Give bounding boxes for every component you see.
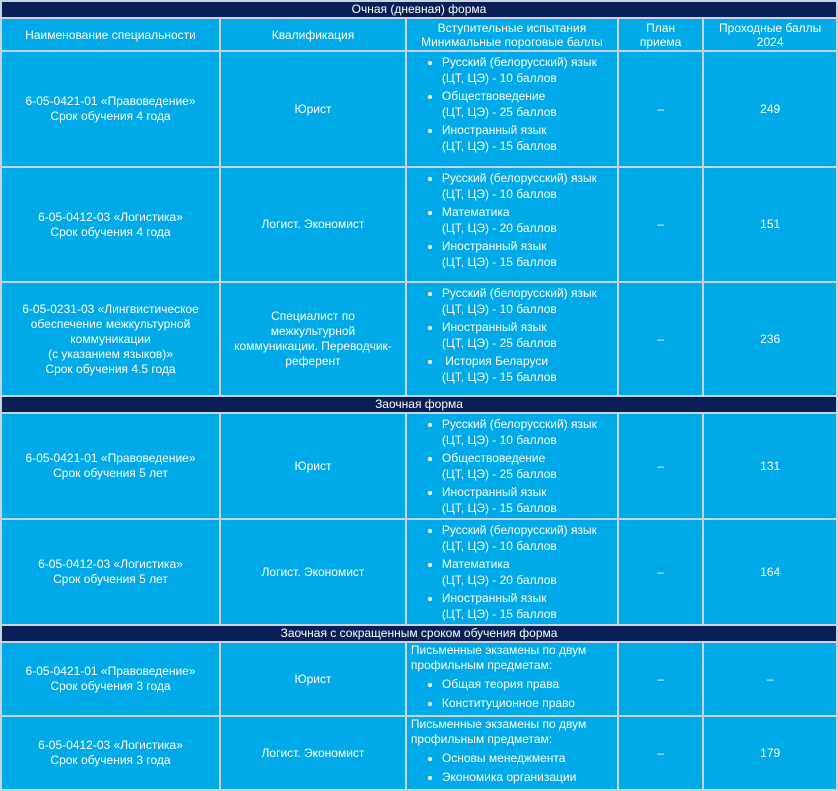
exam-name: • Обществоведение bbox=[441, 89, 546, 103]
section-row bbox=[2, 626, 836, 641]
specialty-code: 6-05-0231-03 «Лингвистическое bbox=[22, 301, 199, 316]
passing-score-cell: 236 bbox=[704, 283, 836, 395]
exam-name: • Математика bbox=[441, 205, 510, 219]
section-row bbox=[2, 397, 836, 412]
exam-item: • Конституционное право bbox=[442, 696, 615, 711]
plan-cell: – bbox=[619, 168, 702, 281]
exams-cell bbox=[407, 717, 617, 789]
study-duration: Срок обучения 3 года bbox=[50, 679, 171, 693]
exams-cell bbox=[407, 414, 617, 518]
exam-threshold: (ЦТ, ЦЭ) - 15 баллов bbox=[441, 255, 557, 269]
header-passing-scores bbox=[704, 19, 836, 50]
exam-name: • Иностранный язык bbox=[441, 591, 547, 605]
exams-list bbox=[410, 54, 615, 154]
qualification-cell bbox=[221, 520, 405, 624]
header-plan-line2: приема bbox=[639, 34, 682, 49]
table-row bbox=[2, 717, 836, 789]
table-row bbox=[2, 414, 836, 518]
header-exams-line2: Минимальные пороговые баллы bbox=[421, 34, 603, 49]
exam-threshold: (ЦТ, ЦЭ) - 25 баллов bbox=[441, 336, 557, 350]
exam-item bbox=[442, 122, 615, 154]
exam-threshold: (ЦТ, ЦЭ) - 15 баллов bbox=[441, 370, 557, 384]
plan-cell: – bbox=[619, 414, 702, 518]
passing-score-cell: 164 bbox=[704, 520, 836, 624]
specialty-cell bbox=[2, 414, 219, 518]
exam-item bbox=[442, 238, 615, 270]
header-qualification: Квалификация bbox=[221, 19, 405, 50]
header-plan-line1: План bbox=[646, 20, 676, 35]
exam-item bbox=[442, 319, 615, 351]
specialty-cell bbox=[2, 717, 219, 789]
exam-threshold: (ЦТ, ЦЭ) - 10 баллов bbox=[441, 433, 557, 447]
header-scores-line2: 2024 bbox=[756, 34, 784, 49]
exams-intro: Письменные экзамены по двум профильным предметам: bbox=[410, 643, 587, 672]
exam-item bbox=[442, 522, 615, 554]
study-duration: Срок обучения 5 лет bbox=[53, 466, 168, 480]
study-duration: Срок обучения 4 года bbox=[50, 224, 171, 239]
header-scores-line1: Проходные баллы bbox=[719, 20, 822, 35]
exams-cell bbox=[407, 520, 617, 624]
exams-cell bbox=[407, 168, 617, 281]
header-exams-line1: Вступительные испытания bbox=[437, 20, 587, 35]
section-title: Заочная с сокращенным сроком обучения форма bbox=[2, 626, 836, 641]
exam-threshold: (ЦТ, ЦЭ) - 25 баллов bbox=[441, 467, 557, 481]
passing-score-cell: – bbox=[704, 643, 836, 715]
exam-item bbox=[442, 353, 615, 385]
table-row bbox=[2, 643, 836, 715]
exams-intro: Письменные экзамены по двум профильным предметам: bbox=[410, 717, 587, 746]
exams-list bbox=[410, 170, 615, 270]
exam-threshold: (ЦТ, ЦЭ) - 20 баллов bbox=[441, 573, 557, 587]
study-duration: Срок обучения 5 лет bbox=[53, 572, 168, 586]
passing-score-cell: 249 bbox=[704, 52, 836, 166]
plan-cell: – bbox=[619, 520, 702, 624]
exam-name: • Иностранный язык bbox=[441, 239, 547, 253]
specialty-cell bbox=[2, 283, 219, 395]
qualification-text: Юрист bbox=[294, 458, 332, 473]
specialty-code: 6-05-0421-01 «Правоведение» bbox=[25, 94, 196, 108]
qualification-line: референт bbox=[285, 354, 341, 368]
qualification-text: Логист. Экономист bbox=[261, 745, 365, 760]
qualification-text: Логист. Экономист bbox=[261, 564, 365, 579]
exam-name: • Иностранный язык bbox=[441, 320, 547, 334]
exams-list bbox=[410, 677, 615, 711]
exam-item bbox=[442, 590, 615, 622]
section-title: Заочная форма bbox=[2, 397, 836, 412]
specialty-code: 6-05-0412-03 «Логистика» bbox=[38, 557, 183, 571]
table-row bbox=[2, 168, 836, 281]
qualification-cell bbox=[221, 283, 405, 395]
exam-threshold: (ЦТ, ЦЭ) - 25 баллов bbox=[441, 105, 557, 119]
exam-name: • Русский (белорусский) язык bbox=[441, 55, 597, 69]
study-duration: Срок обучения 3 года bbox=[50, 753, 171, 767]
exam-item bbox=[442, 170, 615, 202]
exam-item bbox=[442, 88, 615, 120]
plan-cell: – bbox=[619, 717, 702, 789]
exam-item bbox=[442, 556, 615, 588]
exam-name: • Обществоведение bbox=[441, 451, 546, 465]
exam-threshold: (ЦТ, ЦЭ) - 15 баллов bbox=[441, 607, 557, 621]
table-row bbox=[2, 520, 836, 624]
qualification-text: Юрист bbox=[294, 671, 332, 686]
exams-list bbox=[410, 285, 615, 385]
exam-name: • Русский (белорусский) язык bbox=[441, 286, 597, 300]
qualification-line: межкультурной bbox=[270, 324, 356, 338]
specialty-code: 6-05-0412-03 «Логистика» bbox=[38, 209, 183, 224]
header-exams bbox=[407, 19, 617, 50]
exams-cell bbox=[407, 643, 617, 715]
exam-threshold: (ЦТ, ЦЭ) - 15 баллов bbox=[441, 501, 557, 515]
qualification-cell bbox=[221, 52, 405, 166]
exam-name: • Русский (белорусский) язык bbox=[441, 417, 597, 431]
exam-item bbox=[442, 416, 615, 448]
exam-threshold: (ЦТ, ЦЭ) - 10 баллов bbox=[441, 71, 557, 85]
section-row bbox=[2, 2, 836, 17]
passing-score-cell: 151 bbox=[704, 168, 836, 281]
specialty-code: 6-05-0421-01 «Правоведение» bbox=[25, 451, 196, 465]
exam-item bbox=[442, 450, 615, 482]
exam-threshold: (ЦТ, ЦЭ) - 10 баллов bbox=[441, 187, 557, 201]
exam-item bbox=[442, 54, 615, 86]
passing-score-cell: 179 bbox=[704, 717, 836, 789]
qualification-line: коммуникации. Переводчик- bbox=[234, 339, 392, 353]
qualification-cell bbox=[221, 414, 405, 518]
qualification-line: Специалист по bbox=[271, 309, 355, 323]
study-duration: Срок обучения 4 года bbox=[50, 109, 171, 123]
section-title: Очная (дневная) форма bbox=[2, 2, 836, 17]
specialty-code: 6-05-0421-01 «Правоведение» bbox=[25, 664, 196, 678]
qualification-text: Юрист bbox=[294, 101, 332, 116]
specialty-name-line: коммуникации bbox=[70, 331, 151, 346]
qualification-text: Логист. Экономист bbox=[261, 217, 365, 231]
plan-cell: – bbox=[619, 52, 702, 166]
plan-cell: – bbox=[619, 643, 702, 715]
specialty-name-line: обеспечение межкультурной bbox=[30, 316, 191, 331]
study-duration: Срок обучения 4.5 года bbox=[45, 361, 176, 376]
qualification-cell bbox=[221, 643, 405, 715]
exam-threshold: (ЦТ, ЦЭ) - 10 баллов bbox=[441, 539, 557, 553]
qualification-cell bbox=[221, 717, 405, 789]
header-row bbox=[2, 19, 836, 50]
exams-list bbox=[410, 416, 615, 516]
exam-name: • Русский (белорусский) язык bbox=[441, 523, 597, 537]
exam-threshold: (ЦТ, ЦЭ) - 10 баллов bbox=[441, 302, 557, 316]
exams-cell bbox=[407, 52, 617, 166]
specialty-cell bbox=[2, 168, 219, 281]
passing-score-cell: 131 bbox=[704, 414, 836, 518]
header-plan bbox=[619, 19, 702, 50]
specialty-cell bbox=[2, 52, 219, 166]
exam-name: • История Беларуси bbox=[441, 354, 549, 368]
table-row bbox=[2, 52, 836, 166]
exam-threshold: (ЦТ, ЦЭ) - 15 баллов bbox=[441, 139, 557, 153]
specialty-cell bbox=[2, 643, 219, 715]
exam-name: • Математика bbox=[441, 557, 510, 571]
exams-cell bbox=[407, 283, 617, 395]
exam-item: • Экономика организации bbox=[442, 770, 615, 785]
header-specialty: Наименование специальности bbox=[2, 19, 219, 50]
exams-list bbox=[410, 522, 615, 622]
plan-cell: – bbox=[619, 283, 702, 395]
exam-name: • Русский (белорусский) язык bbox=[441, 171, 597, 185]
table-row bbox=[2, 283, 836, 395]
exam-item bbox=[442, 285, 615, 317]
exam-threshold: (ЦТ, ЦЭ) - 20 баллов bbox=[441, 221, 557, 235]
exams-list bbox=[410, 751, 615, 785]
specialty-cell bbox=[2, 520, 219, 624]
exam-item bbox=[442, 484, 615, 516]
exam-item: • Общая теория права bbox=[442, 677, 615, 692]
qualification-cell bbox=[221, 168, 405, 281]
exam-item bbox=[442, 204, 615, 236]
specialty-code: 6-05-0412-03 «Логистика» bbox=[38, 738, 183, 752]
exam-item: • Основы менеджмента bbox=[442, 751, 615, 766]
specialty-name-line: (с указанием языков)» bbox=[48, 346, 173, 361]
exam-name: • Иностранный язык bbox=[441, 123, 547, 137]
exam-name: • Иностранный язык bbox=[441, 485, 547, 499]
